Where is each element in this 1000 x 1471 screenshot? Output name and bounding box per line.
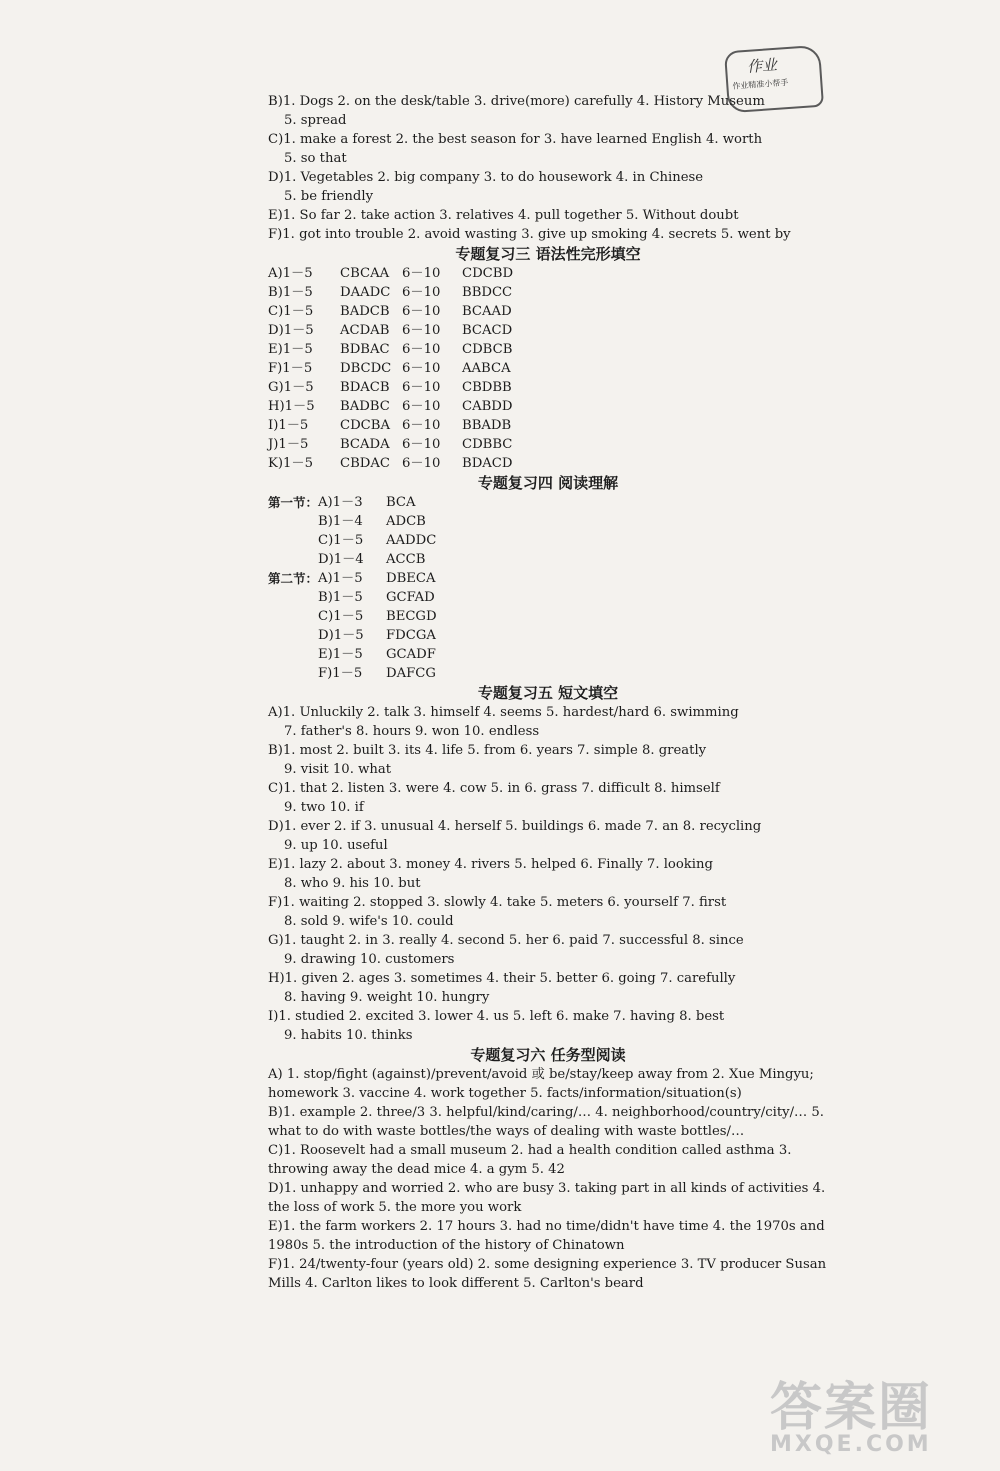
- answer-item: F)1. 24/twenty-four (years old) 2. some designing experience 3. TV producer Susan Mills 4. Carlton likes to look different 5. Carlton's beard: [268, 1257, 827, 1291]
- answer-item: E)1. the farm workers 2. 17 hours 3. had no time/didn't have time 4. the 1970s and 1980s 5. the introduction of the history of Chinatown: [268, 1219, 825, 1253]
- answer-row: C)1－5 BECGD: [318, 609, 437, 624]
- answer-row: B)1－5 DAADC 6－10 BBDCC: [268, 285, 513, 300]
- answer-row: H)1－5 BADBC 6－10 CABDD: [268, 399, 513, 414]
- answer-item: D)1. unhappy and worried 2. who are busy 3. taking part in all kinds of activities 4. the loss of work 5. the more you work: [268, 1181, 826, 1215]
- answer-item: E)1. So far 2. take action 3. relatives 4. pull together 5. Without doubt: [268, 208, 739, 223]
- answer-row: E)1－5 GCADF: [318, 647, 436, 662]
- answer-item: H)1. given 2. ages 3. sometimes 4. their 5. better 6. going 7. carefully 8. having 9. weight 10. hungry: [268, 971, 736, 1005]
- answer-item: A) 1. stop/fight (against)/prevent/avoid 或 be/stay/keep away from 2. Xue Mingyu; homework 3. vaccine 4. work together 5. facts/information/situation(s): [268, 1067, 814, 1101]
- section-3-answers: [268, 264, 828, 473]
- watermark-logo-text: 答案圈: [770, 1378, 933, 1438]
- section-heading: 专题复习三 语法性完形填空: [455, 245, 641, 263]
- answer-row: B)1－5 GCFAD: [318, 590, 435, 605]
- section-heading: 专题复习四 阅读理解: [477, 474, 619, 492]
- section-4-answers: [268, 493, 828, 683]
- answer-row: C)1－5 BADCB 6－10 BCAAD: [268, 304, 512, 319]
- answer-item: G)1. taught 2. in 3. really 4. second 5. her 6. paid 7. successful 8. since 9. drawing 10. customers: [268, 933, 744, 967]
- answer-item: F)1. got into trouble 2. avoid wasting 3. give up smoking 4. secrets 5. went by: [268, 227, 791, 242]
- answer-row: F)1－5 DBCDC 6－10 AABCA: [268, 361, 511, 376]
- answer-item: D)1. Vegetables 2. big company 3. to do housework 4. in Chinese 5. be friendly: [268, 170, 704, 204]
- answer-item: B)1. most 2. built 3. its 4. life 5. from 6. years 7. simple 8. greatly 9. visit 10. what: [268, 743, 707, 777]
- section-heading: 专题复习五 短文填空: [477, 684, 619, 702]
- answer-row: F)1－5 DAFCG: [318, 666, 436, 681]
- answer-row: A)1－5 CBCAA 6－10 CDCBD: [268, 266, 514, 281]
- stamp-subtitle: 作业精准小帮手: [732, 78, 789, 91]
- answer-item: C)1. Roosevelt had a small museum 2. had a health condition called asthma 3. throwing away the dead mice 4. a gym 5. 42: [268, 1143, 792, 1177]
- answer-row: 第二节： A)1－5 DBECA: [268, 571, 436, 586]
- section-5-answers: [268, 703, 828, 1045]
- answer-row: G)1－5 BDACB 6－10 CBDBB: [268, 380, 512, 395]
- answer-row: 第一节： A)1－3 BCA: [268, 495, 416, 510]
- answer-item: C)1. that 2. listen 3. were 4. cow 5. in 6. grass 7. difficult 8. himself 9. two 10. if: [268, 781, 720, 815]
- answer-row: K)1－5 CBDAC 6－10 BDACD: [268, 456, 513, 471]
- answer-item: D)1. ever 2. if 3. unusual 4. herself 5. buildings 6. made 7. an 8. recycling 9. up 10. useful: [268, 819, 762, 853]
- answer-row: D)1－4 ACCB: [318, 552, 426, 567]
- answer-row: D)1－5 ACDAB 6－10 BCACD: [268, 323, 513, 338]
- site-watermark-logo: [770, 1380, 990, 1460]
- answer-item: B)1. Dogs 2. on the desk/table 3. drive(more) carefully 4. History Museum 5. spread: [268, 94, 765, 128]
- answer-row: B)1－4 ADCB: [318, 514, 426, 529]
- answer-row: D)1－5 FDCGA: [318, 628, 436, 643]
- watermark-logo-url: MXQE.COM: [770, 1432, 932, 1457]
- answer-item: I)1. studied 2. excited 3. lower 4. us 5. left 6. make 7. having 8. best 9. habits 10. thinks: [268, 1009, 725, 1043]
- answer-item: F)1. waiting 2. stopped 3. slowly 4. take 5. meters 6. yourself 7. first 8. sold 9. wife's 10. could: [268, 895, 727, 929]
- answer-item: A)1. Unluckily 2. talk 3. himself 4. seems 5. hardest/hard 6. swimming 7. father's 8. hours 9. won 10. endless: [268, 705, 739, 739]
- answer-content: [268, 92, 828, 1293]
- section-heading: 专题复习六 任务型阅读: [470, 1046, 626, 1064]
- answer-row: J)1－5 BCADA 6－10 CDBBC: [268, 437, 513, 452]
- answer-item: E)1. lazy 2. about 3. money 4. rivers 5. helped 6. Finally 7. looking 8. who 9. his 10. but: [268, 857, 713, 891]
- answer-row: E)1－5 BDBAC 6－10 CDBCB: [268, 342, 513, 357]
- answer-item: B)1. example 2. three/3 3. helpful/kind/caring/… 4. neighborhood/country/city/… 5. what to do with waste bottles/the ways of dealing with waste bottles/…: [268, 1105, 824, 1139]
- stamp-title: 作业: [746, 55, 778, 76]
- section-top: [268, 92, 828, 244]
- section-6-answers: [268, 1065, 828, 1293]
- answer-item: C)1. make a forest 2. the best season for 3. have learned English 4. worth 5. so that: [268, 132, 763, 166]
- answer-row: I)1－5 CDCBA 6－10 BBADB: [268, 418, 512, 433]
- answer-row: C)1－5 AADDC: [318, 533, 437, 548]
